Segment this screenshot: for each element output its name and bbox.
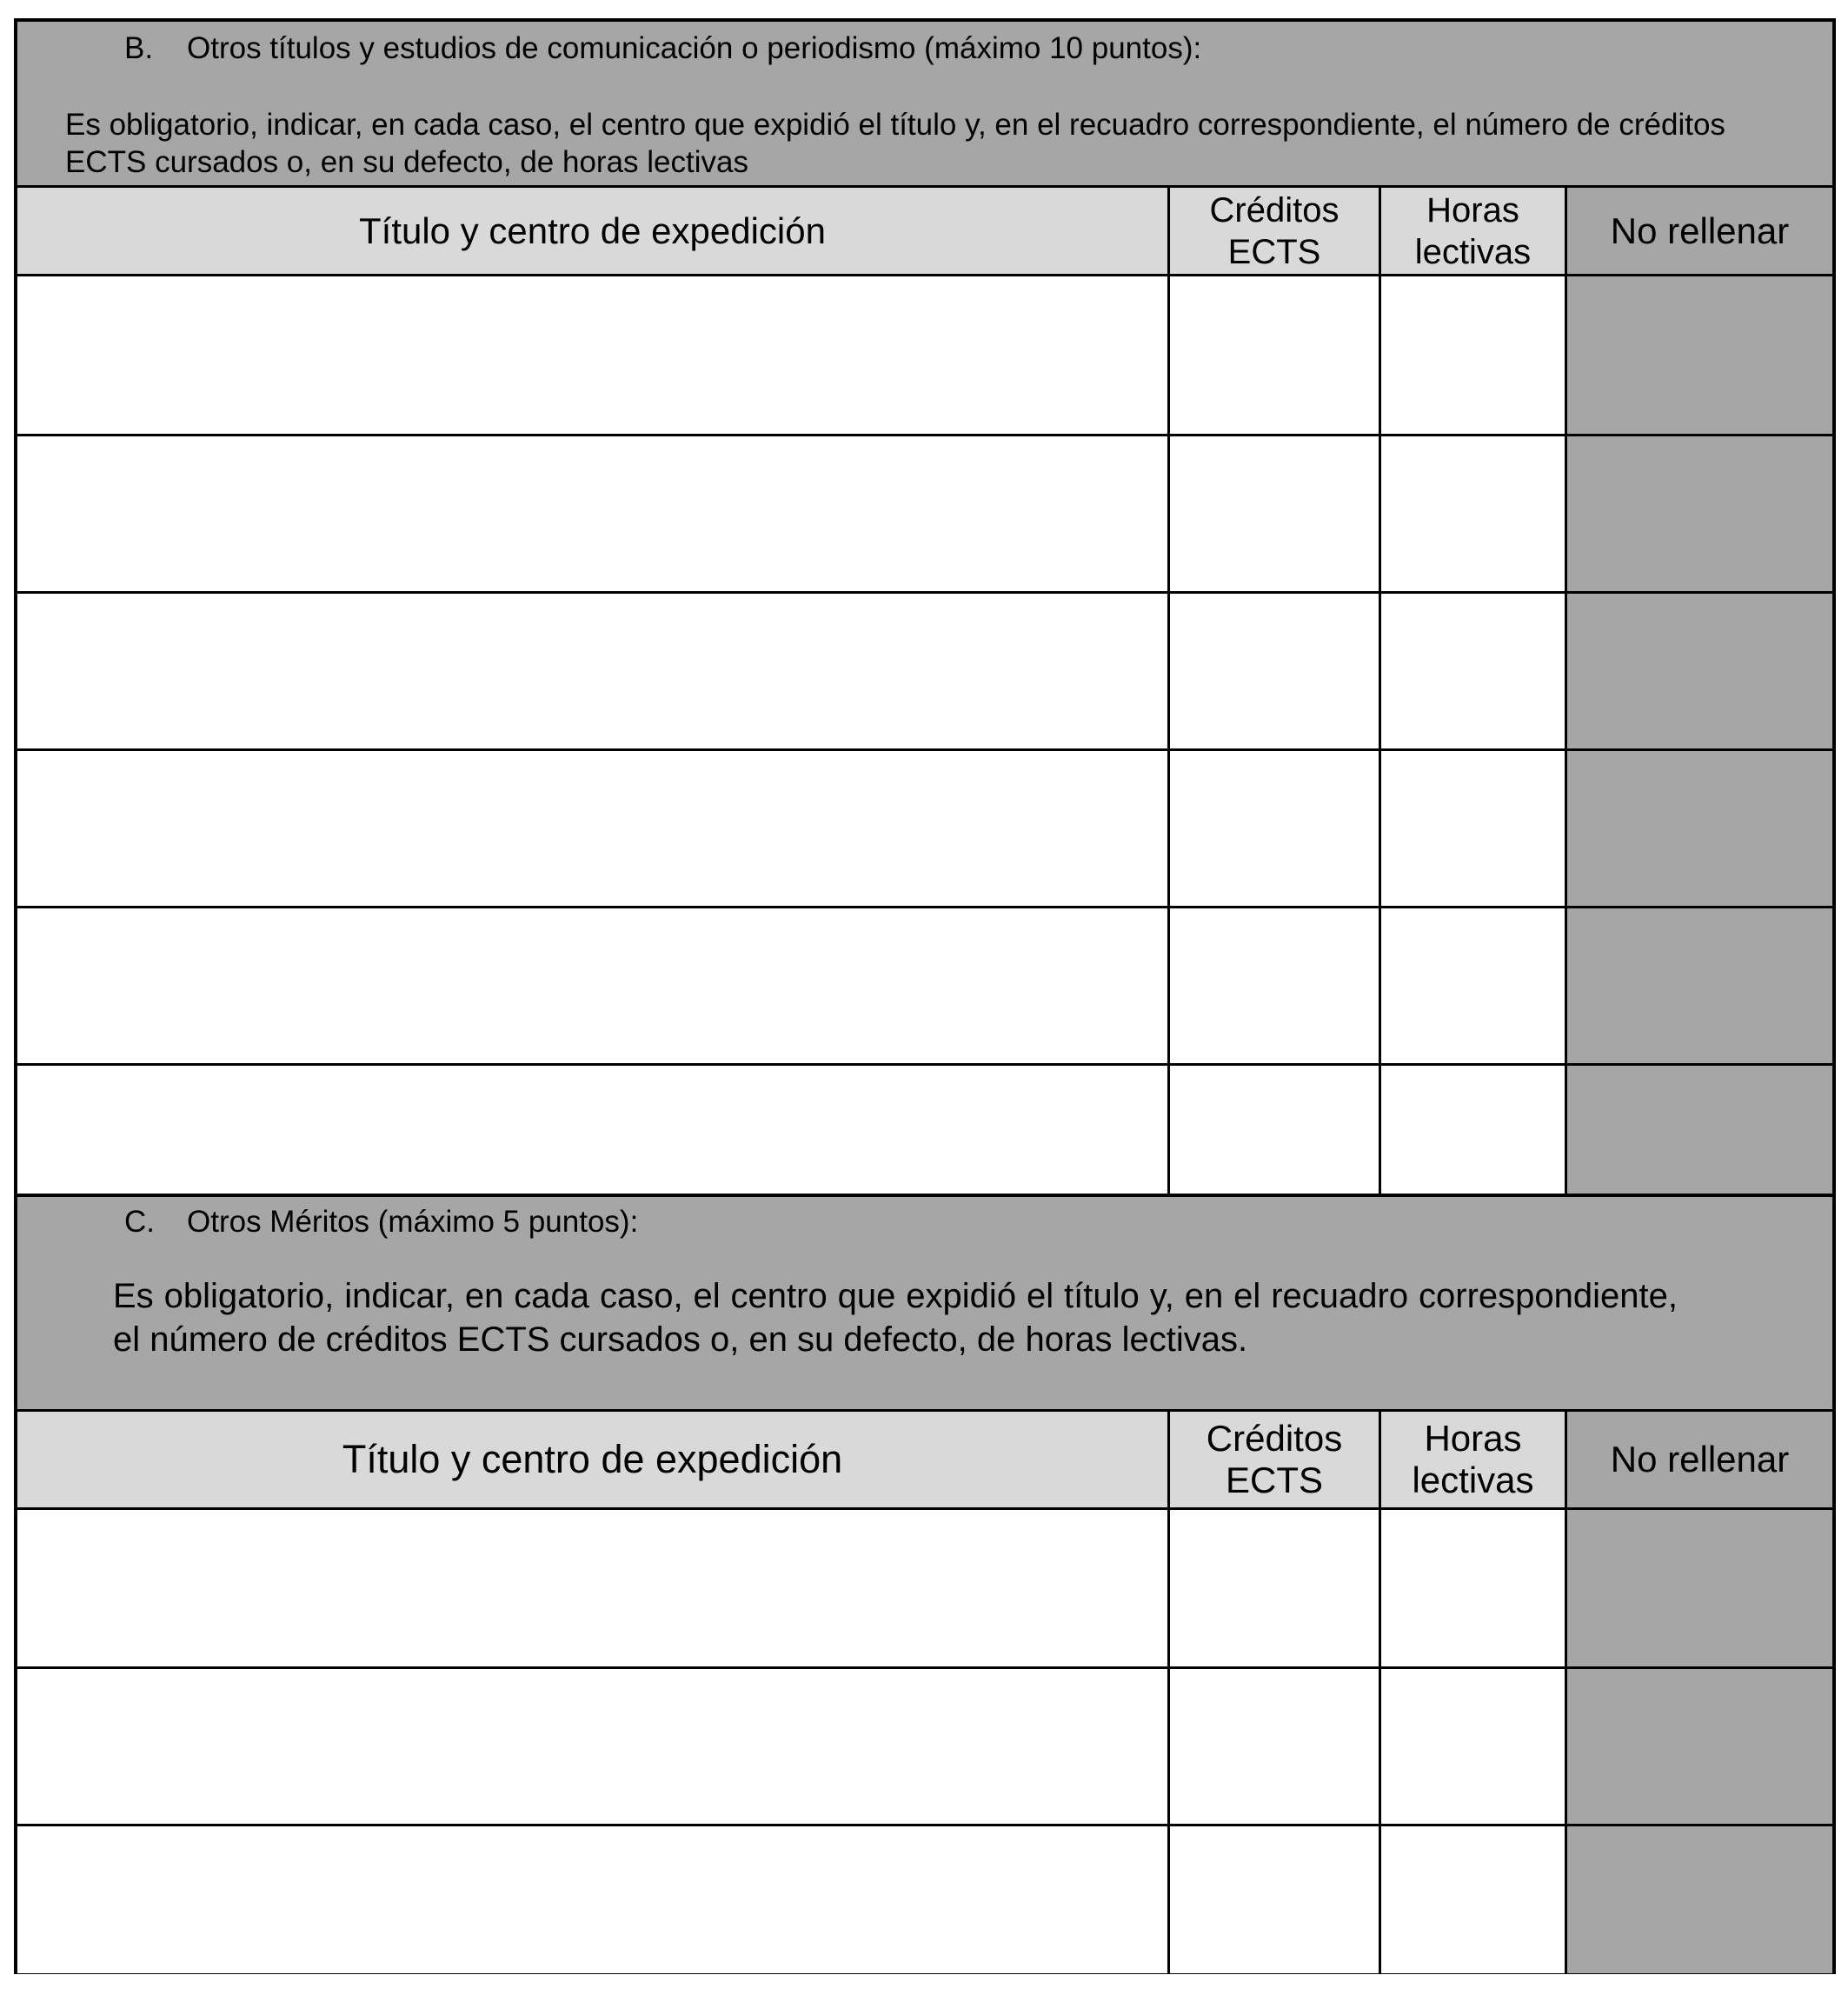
section-b-column-headers xyxy=(17,188,1832,276)
reserved-cell xyxy=(1567,1669,1832,1824)
column-header-credits: Créditos ECTS xyxy=(1170,188,1381,274)
table-row xyxy=(17,1824,1832,1973)
credits-input[interactable] xyxy=(1170,1066,1381,1196)
table-row xyxy=(17,906,1832,1063)
reserved-cell xyxy=(1567,594,1832,748)
title-input[interactable] xyxy=(17,276,1170,434)
section-b-heading xyxy=(124,30,1201,67)
table-row xyxy=(17,1063,1832,1196)
reserved-cell xyxy=(1567,276,1832,434)
table-row xyxy=(17,276,1832,434)
credits-input[interactable] xyxy=(1170,1669,1381,1824)
reserved-cell xyxy=(1567,436,1832,591)
credits-input[interactable] xyxy=(1170,908,1381,1063)
reserved-cell xyxy=(1567,1066,1832,1196)
section-c-heading xyxy=(124,1204,638,1240)
hours-input[interactable] xyxy=(1381,1669,1567,1824)
column-header-reserved: No rellenar xyxy=(1567,188,1832,274)
column-header-hours: Horas lectivas xyxy=(1381,188,1567,274)
table-row xyxy=(17,748,1832,906)
section-b-note: Es obligatorio, indicar, en cada caso, el centro que expidió el título y, en el recuadro correspondiente, el número de créditos ECTS cursados o, en su defecto, de horas lectivas xyxy=(65,108,1725,179)
title-input[interactable] xyxy=(17,1510,1170,1666)
column-header-reserved: No rellenar xyxy=(1567,1412,1832,1507)
title-input[interactable] xyxy=(17,594,1170,748)
section-c-title: Otros Méritos (máximo 5 puntos): xyxy=(187,1205,639,1239)
column-header-title: Título y centro de expedición xyxy=(17,188,1170,274)
section-c-note: Es obligatorio, indicar, en cada caso, el centro que expidió el título y, en el recuadro correspondiente, el número de créditos ECTS cursados o, en su defecto, de horas lectivas. xyxy=(113,1277,1678,1359)
hours-input[interactable] xyxy=(1381,276,1567,434)
title-input[interactable] xyxy=(17,1669,1170,1824)
credits-input[interactable] xyxy=(1170,1510,1381,1666)
credits-input[interactable] xyxy=(1170,751,1381,906)
hours-input[interactable] xyxy=(1381,1510,1567,1666)
table-row xyxy=(17,591,1832,748)
merits-form xyxy=(14,18,1836,1974)
reserved-cell xyxy=(1567,751,1832,906)
table-row xyxy=(17,434,1832,591)
credits-input[interactable] xyxy=(1170,594,1381,748)
column-header-hours: Horas lectivas xyxy=(1381,1412,1567,1507)
section-c-header xyxy=(17,1194,1832,1409)
reserved-cell xyxy=(1567,908,1832,1063)
table-row xyxy=(17,1510,1832,1666)
hours-input[interactable] xyxy=(1381,436,1567,591)
section-c-table xyxy=(17,1409,1832,1971)
reserved-cell xyxy=(1567,1826,1832,1973)
title-input[interactable] xyxy=(17,908,1170,1063)
title-input[interactable] xyxy=(17,1066,1170,1196)
hours-input[interactable] xyxy=(1381,908,1567,1063)
section-c-letter: C. xyxy=(124,1205,155,1239)
table-row xyxy=(17,1666,1832,1824)
credits-input[interactable] xyxy=(1170,276,1381,434)
section-b-letter: B. xyxy=(124,31,154,65)
section-b-title: Otros títulos y estudios de comunicación o periodismo (máximo 10 puntos): xyxy=(187,31,1202,65)
hours-input[interactable] xyxy=(1381,1066,1567,1196)
column-header-title: Título y centro de expedición xyxy=(17,1412,1170,1507)
column-header-credits: Créditos ECTS xyxy=(1170,1412,1381,1507)
hours-input[interactable] xyxy=(1381,751,1567,906)
section-c-column-headers xyxy=(17,1412,1832,1510)
hours-input[interactable] xyxy=(1381,594,1567,748)
hours-input[interactable] xyxy=(1381,1826,1567,1973)
title-input[interactable] xyxy=(17,751,1170,906)
title-input[interactable] xyxy=(17,436,1170,591)
credits-input[interactable] xyxy=(1170,1826,1381,1973)
title-input[interactable] xyxy=(17,1826,1170,1973)
credits-input[interactable] xyxy=(1170,436,1381,591)
section-b-table xyxy=(17,185,1832,1194)
reserved-cell xyxy=(1567,1510,1832,1666)
section-b-header xyxy=(17,22,1832,185)
